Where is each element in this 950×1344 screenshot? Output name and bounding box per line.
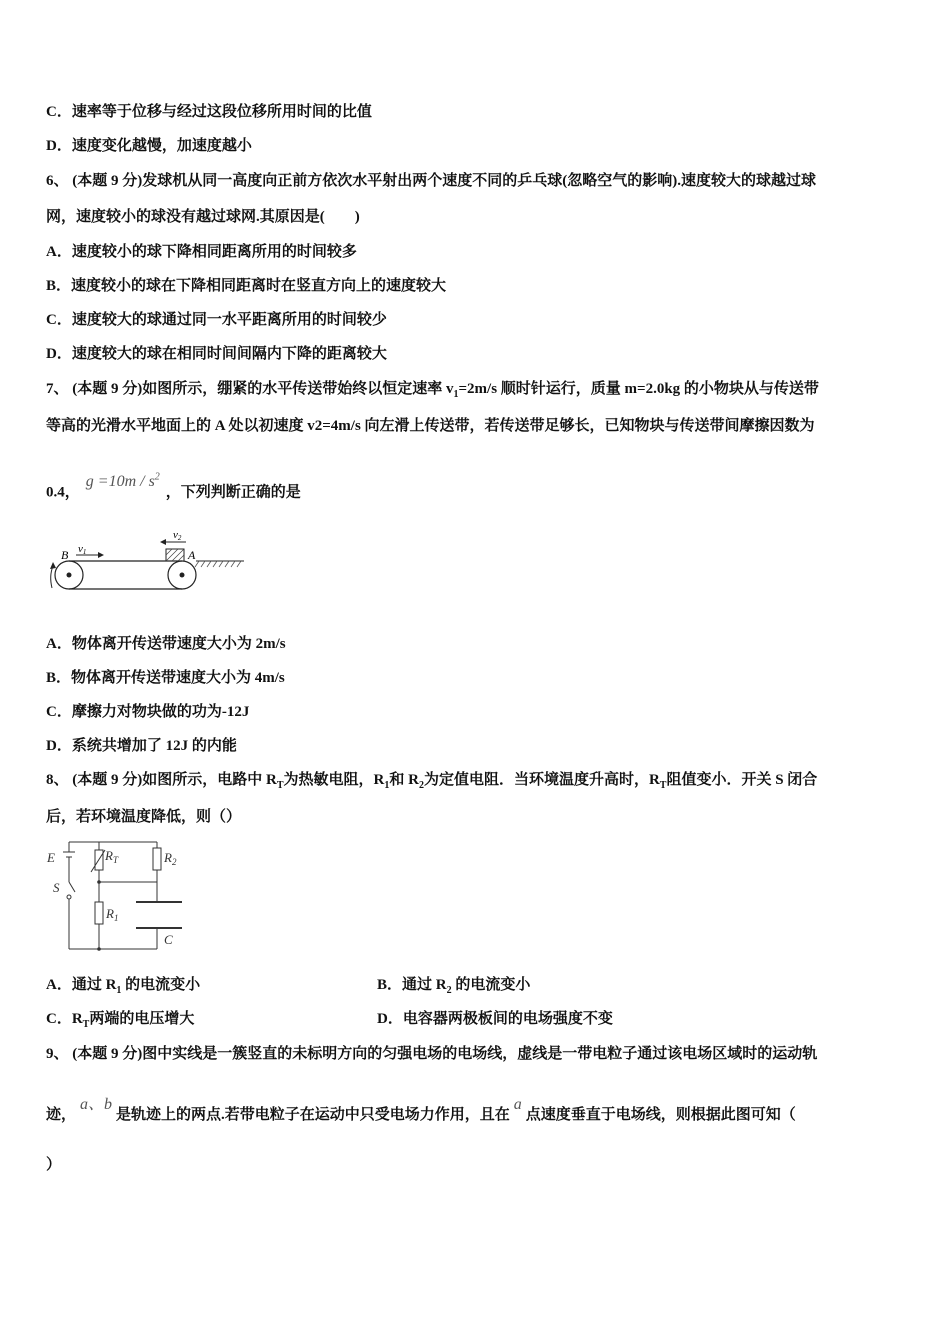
q7-formula: $g =10m / s^2$	[85, 472, 160, 491]
q6-option-c: C．速度较大的球通过同一水平距离所用的时间较少	[46, 312, 387, 328]
label-e: E	[47, 850, 55, 865]
q7-stem-line1: 7、 (本题 9 分)如图所示，绷紧的水平传送带始终以恒定速率 $v_1=2m/s$ 顺时针运行，质量 m=2.0kg 的小物块从与传送带	[46, 381, 819, 400]
label-v1: v1	[78, 543, 87, 556]
label-b: B	[61, 548, 69, 562]
q7-option-d: D．系统共增加了 12J 的内能	[46, 738, 237, 754]
q7-option-b: B．物体离开传送带速度大小为 4m/s	[46, 670, 285, 686]
q6-option-a: A．速度较小的球下降相同距离所用的时间较多	[46, 244, 357, 260]
q8-stem-line1: 8、 (本题 9 分)如图所示，电路中 $R_T$为热敏电阻，$R_1$和 $R_2$为定值电阻．当环境温度升高时，$R_T$阻值变小．开关 S 闭合	[46, 772, 818, 791]
q7-stem-line2: 等高的光滑水平地面上的 A 处以初速度 v2=4m/s 向左滑上传送带，若传送带足够长，已知物块与传送带间摩擦因数为	[46, 418, 815, 434]
q7-stem-line3: 0.4，$g =10m / s^2$，下列判断正确的是	[46, 472, 301, 501]
label-a: A	[188, 548, 196, 562]
q8-stem-line2: 后，若环境温度降低，则（）	[46, 809, 242, 825]
q9-stem-line2: 迹，a、b是轨迹上的两点.若带电粒子在运动中只受电场力作用，且在a点速度垂直于电场线，则根据此图可知（	[46, 1096, 796, 1123]
q9-ab-symbols: a、b	[80, 1096, 113, 1113]
conveyor-belt-figure	[44, 526, 254, 594]
q8-option-b: B．通过 $R_2$ 的电流变小	[377, 977, 531, 996]
q6-option-d: D．速度较大的球在相同时间间隔内下降的距离较大	[46, 346, 387, 362]
q6-stem-line1: 6、 (本题 9 分)发球机从同一高度向正前方依次水平射出两个速度不同的乒乓球(忽略空气的影响).速度较大的球越过球	[46, 173, 816, 189]
q9-stem-line3: ）	[46, 1157, 62, 1173]
q9-stem-line1: 9、 (本题 9 分)图中实线是一簇竖直的未标明方向的匀强电场的电场线，虚线是一带电粒子通过该电场区域时的运动轨	[46, 1046, 818, 1062]
q9-a-symbol: a	[513, 1096, 522, 1113]
circuit-figure	[44, 840, 194, 952]
q8-option-a: A．通过 $R_1$ 的电流变小	[46, 977, 201, 996]
label-r2: $R_2$	[164, 850, 177, 867]
label-s: S	[53, 880, 60, 895]
q6-option-b: B．速度较小的球在下降相同距离时在竖直方向上的速度较大	[46, 278, 447, 294]
q7-option-a: A．物体离开传送带速度大小为 2m/s	[46, 636, 286, 652]
q5-option-c: C．速率等于位移与经过这段位移所用时间的比值	[46, 104, 372, 120]
label-r1: $R_1$	[106, 906, 119, 923]
q8-option-d: D．电容器两极板间的电场强度不变	[377, 1011, 613, 1027]
label-v2: v2	[173, 529, 182, 542]
q8-option-c: C．$R_T$两端的电压增大	[46, 1011, 195, 1030]
q7-option-c: C．摩擦力对物块做的功为-12J	[46, 704, 250, 720]
label-rt: $R_T$	[105, 848, 118, 865]
label-c: C	[164, 932, 173, 947]
q6-stem-line2: 网，速度较小的球没有越过球网.其原因是( )	[46, 209, 360, 225]
q5-option-d: D．速度变化越慢，加速度越小	[46, 138, 252, 154]
